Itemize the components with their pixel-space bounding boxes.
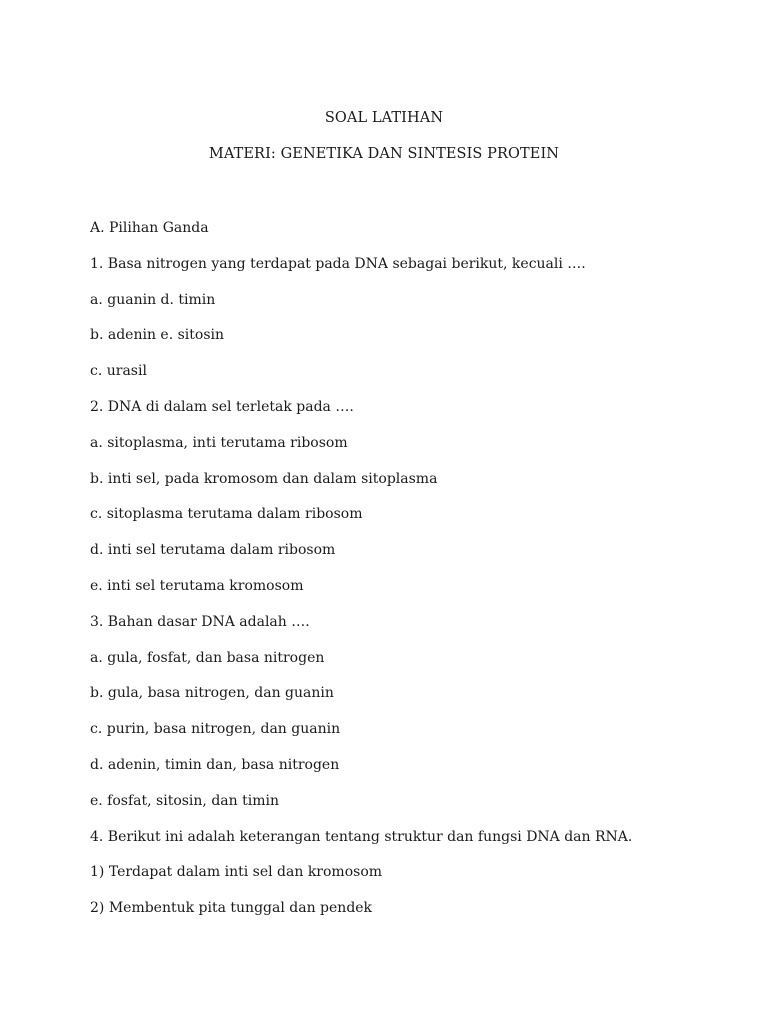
question-3: 3. Bahan dasar DNA adalah …. bbox=[90, 613, 310, 630]
question-1-options-b-e: b. adenin e. sitosin bbox=[90, 327, 224, 344]
question-2-option-c: c. sitoplasma terutama dalam ribosom bbox=[90, 506, 363, 523]
question-1: 1. Basa nitrogen yang terdapat pada DNA sebagai berikut, kecuali …. bbox=[90, 255, 586, 272]
section-heading: A. Pilihan Ganda bbox=[90, 220, 209, 236]
question-2-option-e: e. inti sel terutama kromosom bbox=[90, 577, 304, 594]
question-2: 2. DNA di dalam sel terletak pada …. bbox=[90, 398, 354, 415]
question-1-option-c: c. urasil bbox=[90, 363, 147, 380]
question-3-option-e: e. fosfat, sitosin, dan timin bbox=[90, 792, 279, 809]
question-3-option-b: b. gula, basa nitrogen, dan guanin bbox=[90, 685, 334, 702]
question-4: 4. Berikut ini adalah keterangan tentang struktur dan fungsi DNA dan RNA. bbox=[90, 828, 633, 845]
question-2-option-b: b. inti sel, pada kromosom dan dalam sitoplasma bbox=[90, 470, 438, 487]
question-4-statement-1: 1) Terdapat dalam inti sel dan kromosom bbox=[90, 864, 383, 881]
question-3-option-a: a. gula, fosfat, dan basa nitrogen bbox=[90, 649, 325, 666]
question-2-option-d: d. inti sel terutama dalam ribosom bbox=[90, 542, 336, 559]
document-title: SOAL LATIHAN bbox=[324, 110, 444, 126]
document-subtitle: MATERI: GENETIKA DAN SINTESIS PROTEIN bbox=[208, 146, 560, 162]
question-2-option-a: a. sitoplasma, inti terutama ribosom bbox=[90, 434, 348, 451]
question-3-option-c: c. purin, basa nitrogen, dan guanin bbox=[90, 721, 341, 738]
question-3-option-d: d. adenin, timin dan, basa nitrogen bbox=[90, 756, 340, 773]
question-4-statement-2: 2) Membentuk pita tunggal dan pendek bbox=[90, 900, 373, 917]
question-1-options-a-d: a. guanin d. timin bbox=[90, 291, 216, 308]
document-body bbox=[90, 218, 730, 934]
